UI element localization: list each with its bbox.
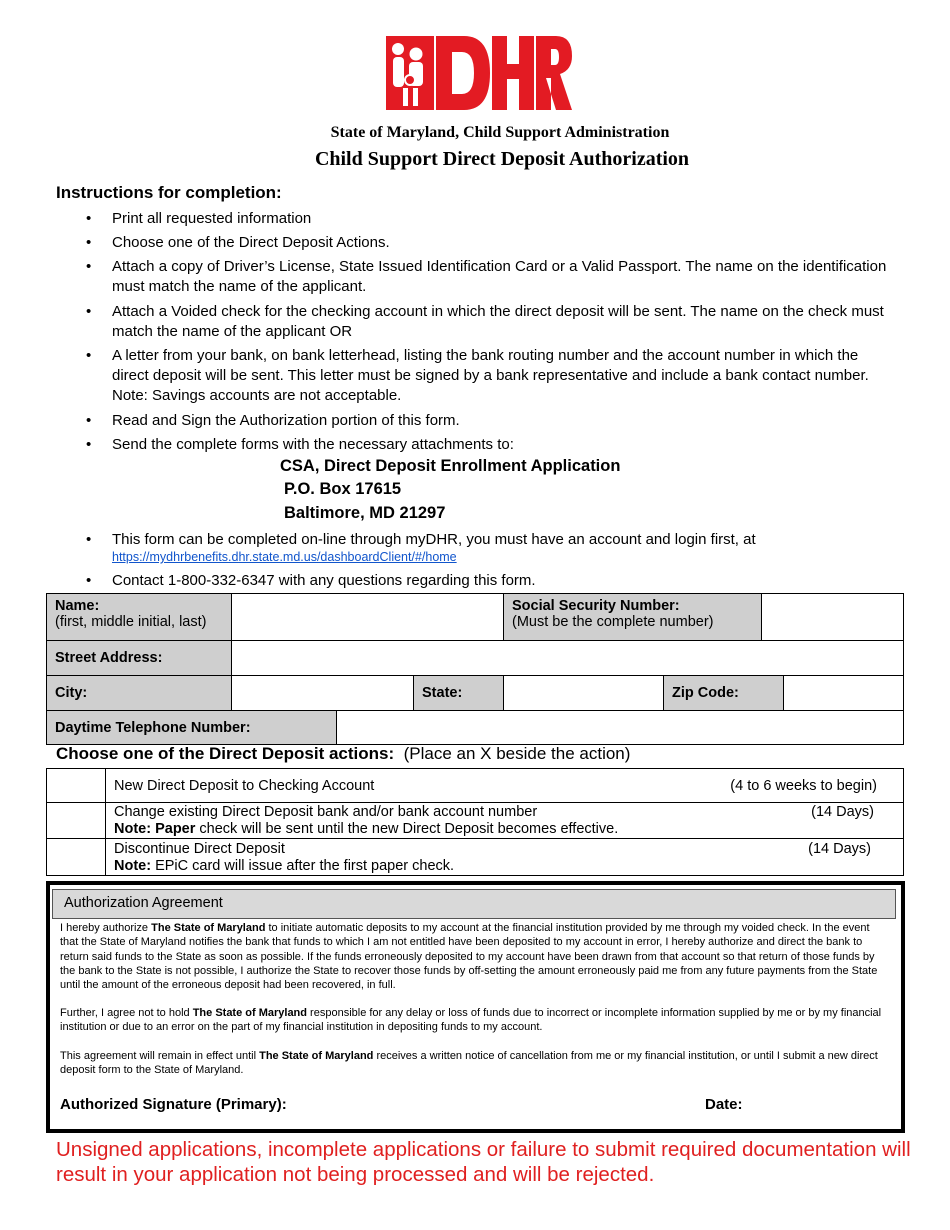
- authorization-header: Authorization Agreement: [52, 889, 896, 919]
- signature-field[interactable]: [300, 1092, 690, 1114]
- action-row-new: [46, 768, 904, 803]
- name-label-cell: [46, 593, 232, 641]
- street-label-cell: [46, 640, 232, 676]
- agency-name: State of Maryland, Child Support Administration: [330, 124, 670, 141]
- name-sublabel: (first, middle initial, last): [55, 614, 207, 630]
- action-timing: (14 Days): [808, 841, 871, 857]
- city-label-cell: [46, 675, 232, 711]
- actions-heading-text: Choose one of the Direct Deposit actions:: [56, 744, 395, 763]
- authorization-paragraph-2: Further, I agree not to hold The State of Maryland responsible for any delay or loss of funds due to incorrect or incomplete information supplied by me or by my financial institution or due to an error on the part of my financial institution in depositing funds to my account.: [60, 1007, 882, 1034]
- action-note-label: Note: Paper: [114, 821, 196, 837]
- action-label: [114, 841, 454, 875]
- action-note: [114, 858, 454, 875]
- mailing-address-line: P.O. Box 17615: [284, 480, 402, 498]
- phone-label-cell: [46, 710, 337, 745]
- authorization-paragraph-3: This agreement will remain in effect until The State of Maryland receives a written notice of cancellation from me or my financial institution, or until I submit a new direct deposit form to the State of Maryland.: [60, 1050, 878, 1077]
- actions-heading: [56, 744, 630, 764]
- name-label: Name:: [55, 598, 100, 614]
- ssn-label-cell: [503, 593, 762, 641]
- street-label: Street Address:: [55, 650, 163, 666]
- dhr-logo-graphic: [386, 34, 572, 112]
- action-row-discontinue: [46, 839, 904, 876]
- mailing-address-line: Baltimore, MD 21297: [284, 504, 446, 522]
- zip-label: Zip Code:: [672, 685, 739, 701]
- signature-label: Authorized Signature (Primary):: [60, 1096, 287, 1113]
- actions-heading-note: (Place an X beside the action): [403, 744, 631, 763]
- phone-label: Daytime Telephone Number:: [55, 720, 251, 736]
- date-field[interactable]: [750, 1092, 890, 1114]
- rejection-warning: Unsigned applications, incomplete applications or failure to submit required documentation will result in your application not being processed and will be rejected.: [56, 1138, 911, 1186]
- ssn-label: Social Security Number:: [512, 598, 680, 614]
- zip-label-cell: [663, 675, 784, 711]
- mydhr-link[interactable]: https://mydhrbenefits.dhr.state.md.us/dashboardClient/#/home: [112, 550, 457, 564]
- action-note-text: EPiC card will issue after the first paper check.: [151, 858, 455, 874]
- street-address-field[interactable]: [231, 640, 904, 676]
- city-field[interactable]: [231, 675, 414, 711]
- ssn-field[interactable]: [761, 593, 904, 641]
- dhr-logo: [386, 34, 572, 112]
- action-row-change: [46, 803, 904, 839]
- action-note-label: Note:: [114, 858, 152, 874]
- action-note-text: check will be sent until the new Direct Deposit becomes effective.: [195, 821, 619, 837]
- action-checkbox-change[interactable]: [47, 803, 106, 838]
- zip-field[interactable]: [783, 675, 904, 711]
- action-timing: (4 to 6 weeks to begin): [730, 778, 877, 794]
- phone-field[interactable]: [336, 710, 904, 745]
- state-label-cell: [413, 675, 504, 711]
- instructions-heading: Instructions for completion:: [56, 183, 282, 202]
- state-label: State:: [422, 685, 463, 701]
- action-label-text: Discontinue Direct Deposit: [114, 841, 285, 857]
- date-label: Date:: [705, 1096, 743, 1113]
- page-title: Child Support Direct Deposit Authorization: [314, 148, 690, 170]
- action-note: [114, 821, 618, 838]
- state-field[interactable]: [503, 675, 664, 711]
- action-checkbox-new[interactable]: [47, 769, 106, 802]
- authorization-paragraph-1: I hereby authorize The State of Maryland to initiate automatic deposits to my account at the financial institution provided by me through my voided check. In the event that the State of Maryland notifies the bank that funds to which I am not entitled have been deposited to my account in error, I hereby authorize and direct the bank to return said funds to the State as soon as possible. If the funds erroneously deposited to my account have been drawn from that account so that return of those funds by the bank to the State is not possible, I authorize the State to recover those funds by off-setting the amount erroneously paid me from any future payments from the State until the amount of the erroneous deposit had been recovered, in full.: [60, 922, 878, 992]
- name-field[interactable]: [231, 593, 504, 641]
- action-label: New Direct Deposit to Checking Account: [114, 778, 375, 794]
- action-timing: (14 Days): [811, 804, 874, 820]
- action-label-text: Change existing Direct Deposit bank and/or bank account number: [114, 804, 538, 820]
- mailing-address-line: CSA, Direct Deposit Enrollment Application: [280, 457, 621, 475]
- action-label: [114, 804, 618, 838]
- city-label: City:: [55, 685, 88, 701]
- ssn-sublabel: (Must be the complete number): [512, 614, 714, 630]
- action-checkbox-discontinue[interactable]: [47, 839, 106, 875]
